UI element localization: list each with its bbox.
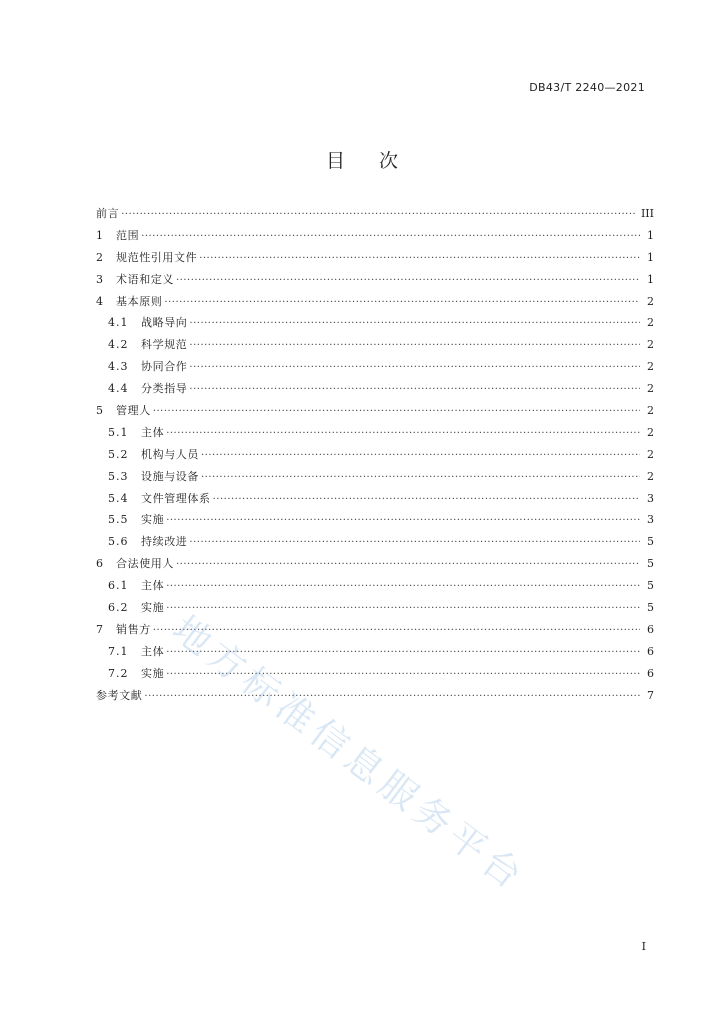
toc-dot-leader: [176, 270, 640, 292]
toc-dot-leader: [176, 554, 640, 576]
toc-entry-page: 2: [647, 447, 654, 461]
toc-entry[interactable]: [96, 509, 654, 531]
toc-entry-number: 7: [96, 622, 103, 636]
toc-dot-leader: [199, 248, 640, 270]
toc-entry-label: 主体: [141, 579, 165, 593]
toc-entry-page: III: [640, 207, 654, 220]
toc-entry[interactable]: [96, 444, 654, 466]
toc-entry[interactable]: [96, 334, 654, 356]
toc-entry-number: 5.1: [108, 425, 129, 439]
toc-entry-number: 6: [96, 557, 103, 571]
toc-entry-number: 7.1: [108, 644, 129, 658]
toc-entry[interactable]: [96, 312, 654, 334]
toc-entry-page: 2: [647, 294, 654, 308]
toc-entry-label: 范围: [116, 228, 140, 242]
toc-dot-leader: [153, 620, 640, 642]
toc-entry-page: 2: [647, 404, 654, 418]
toc-entry-page: 2: [647, 382, 654, 396]
toc-entry[interactable]: [96, 466, 654, 488]
toc-entry[interactable]: [96, 553, 654, 575]
toc-entry[interactable]: [96, 641, 654, 663]
toc-entry-page: 1: [647, 272, 654, 286]
toc-entry-label: 持续改进: [141, 535, 188, 549]
toc-dot-leader: [166, 423, 640, 445]
toc-entry-label: 战略导向: [141, 316, 188, 330]
page-title: 目次: [325, 150, 432, 172]
toc-dot-leader: [144, 686, 640, 708]
toc-dot-leader: [121, 204, 637, 226]
toc-entry[interactable]: [96, 663, 654, 685]
toc-entry-number: 1: [96, 228, 103, 242]
toc-entry-page: 5: [647, 557, 654, 571]
toc-entry[interactable]: [96, 269, 654, 291]
toc-entry-page: 3: [647, 491, 654, 505]
toc-entry-number: 5.2: [108, 447, 129, 461]
toc-entry-page: 5: [647, 535, 654, 549]
toc-entry[interactable]: [96, 488, 654, 510]
toc-entry-number: 5.3: [108, 469, 129, 483]
toc-entry[interactable]: [96, 597, 654, 619]
toc-entry-page: 5: [647, 579, 654, 593]
toc-entry-page: 2: [647, 469, 654, 483]
toc-dot-leader: [189, 357, 640, 379]
toc-entry-number: 4: [96, 294, 103, 308]
toc-entry[interactable]: [96, 247, 654, 269]
footer-page-number: I: [641, 940, 646, 953]
toc-entry-number: 7.2: [108, 666, 129, 680]
toc-entry-label: 参考文献: [96, 688, 143, 702]
toc-entry[interactable]: [96, 203, 654, 225]
toc-entry-label: 机构与人员: [141, 447, 199, 461]
toc-entry[interactable]: [96, 685, 654, 707]
toc-entry-page: 6: [647, 644, 654, 658]
toc-dot-leader: [189, 313, 640, 335]
watermark: 地方标准信息服务平台: [164, 607, 534, 901]
table-of-contents: [96, 203, 654, 706]
toc-entry[interactable]: [96, 422, 654, 444]
toc-entry-number: 4.3: [108, 360, 129, 374]
toc-entry-page: 7: [647, 688, 654, 702]
document-code: DB43/T 2240—2021: [529, 81, 645, 94]
toc-entry-number: 6.2: [108, 601, 129, 615]
toc-dot-leader: [166, 576, 640, 598]
toc-entry-page: 2: [647, 316, 654, 330]
toc-entry-label: 实施: [141, 601, 165, 615]
toc-entry-label: 主体: [141, 644, 165, 658]
toc-entry-number: 5: [96, 404, 103, 418]
toc-entry-page: 5: [647, 601, 654, 615]
toc-entry-label: 实施: [141, 666, 165, 680]
toc-dot-leader: [166, 664, 640, 686]
toc-dot-leader: [141, 226, 640, 248]
toc-entry-page: 6: [647, 666, 654, 680]
toc-dot-leader: [213, 489, 640, 511]
toc-entry-label: 设施与设备: [141, 469, 199, 483]
toc-entry-page: 6: [647, 622, 654, 636]
toc-entry-page: 2: [647, 338, 654, 352]
toc-entry-label: 文件管理体系: [141, 491, 211, 505]
toc-entry-label: 协同合作: [141, 360, 188, 374]
toc-entry-label: 管理人: [116, 404, 151, 418]
toc-entry-label: 基本原则: [116, 294, 163, 308]
toc-entry[interactable]: [96, 400, 654, 422]
toc-entry[interactable]: [96, 619, 654, 641]
toc-dot-leader: [166, 598, 640, 620]
toc-dot-leader: [201, 445, 640, 467]
toc-entry-page: 1: [647, 228, 654, 242]
toc-entry-label: 合法使用人: [116, 557, 174, 571]
toc-entry-label: 科学规范: [141, 338, 188, 352]
toc-entry-label: 术语和定义: [116, 272, 174, 286]
toc-entry[interactable]: [96, 356, 654, 378]
toc-entry-number: 5.6: [108, 535, 129, 549]
toc-entry-number: 4.2: [108, 338, 129, 352]
toc-dot-leader: [189, 335, 640, 357]
toc-dot-leader: [153, 401, 640, 423]
toc-entry-label: 规范性引用文件: [116, 250, 198, 264]
toc-entry-label: 实施: [141, 513, 165, 527]
toc-entry[interactable]: [96, 575, 654, 597]
toc-entry-label: 分类指导: [141, 382, 188, 396]
toc-entry-page: 2: [647, 425, 654, 439]
toc-dot-leader: [164, 292, 640, 314]
toc-entry[interactable]: [96, 531, 654, 553]
toc-entry[interactable]: [96, 378, 654, 400]
toc-dot-leader: [189, 532, 640, 554]
toc-dot-leader: [166, 510, 640, 532]
toc-entry-page: 1: [647, 250, 654, 264]
toc-entry-page: 2: [647, 360, 654, 374]
toc-entry-number: 5.5: [108, 513, 129, 527]
toc-entry-number: 4.4: [108, 382, 129, 396]
toc-dot-leader: [201, 467, 640, 489]
toc-entry-page: 3: [647, 513, 654, 527]
toc-entry-number: 3: [96, 272, 103, 286]
toc-entry-number: 5.4: [108, 491, 129, 505]
toc-dot-leader: [189, 379, 640, 401]
toc-entry-number: 6.1: [108, 579, 129, 593]
toc-entry-label: 销售方: [116, 622, 151, 636]
toc-entry-number: 2: [96, 250, 103, 264]
toc-entry-label: 前言: [96, 207, 120, 220]
toc-dot-leader: [166, 642, 640, 664]
toc-entry-label: 主体: [141, 425, 165, 439]
toc-entry[interactable]: [96, 225, 654, 247]
toc-entry-number: 4.1: [108, 316, 129, 330]
toc-entry[interactable]: [96, 291, 654, 313]
